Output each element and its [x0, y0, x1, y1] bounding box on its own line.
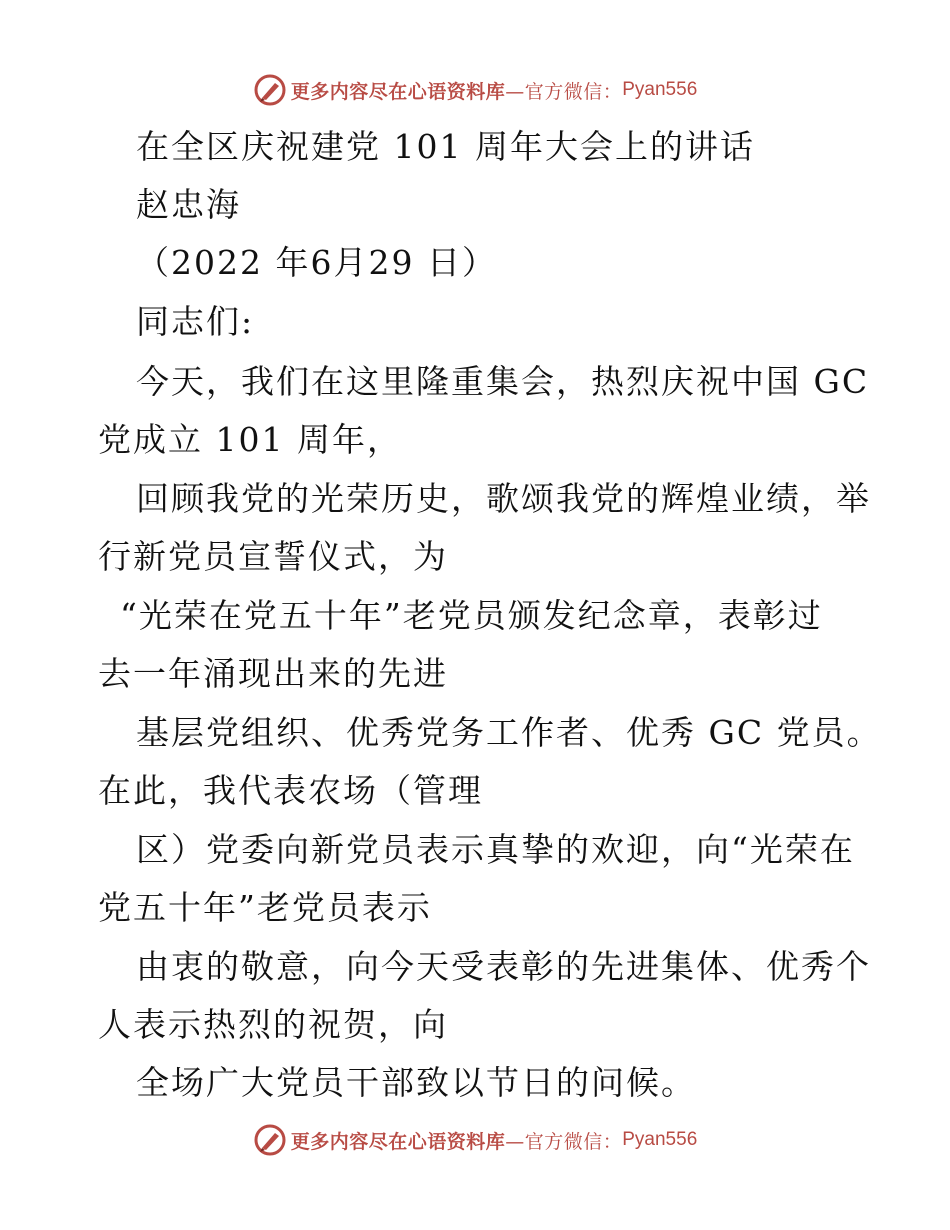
body-line: 回顾我党的光荣历史，歌颂我党的辉煌业绩，举 — [136, 479, 871, 518]
watermark-sub-text: —官方微信： — [505, 1130, 623, 1153]
body-line: 党成立 101 周年， — [98, 420, 402, 459]
body-line: 区）党委向新党员表示真挚的欢迎，向“光荣在 — [136, 830, 855, 869]
watermark-main-text: 更多内容尽在心语资料库 — [290, 80, 506, 103]
body-line: “光荣在党五十年”老党员颁发纪念章，表彰过 — [120, 596, 823, 635]
pen-logo-icon — [253, 1123, 287, 1157]
body-line: 去一年涌现出来的先进 — [98, 654, 448, 693]
watermark-banner-bottom — [0, 1120, 950, 1160]
watermark-sub-text: —官方微信： — [505, 80, 623, 103]
body-line: 基层党组织、优秀党务工作者、优秀 GC 党员。 — [136, 713, 882, 752]
body-line: 人表示热烈的祝贺，向 — [98, 1005, 448, 1044]
body-line: 由衷的敬意，向今天受表彰的先进集体、优秀个 — [136, 947, 871, 986]
watermark-handle: Pyan556 — [622, 1129, 698, 1150]
body-line: 今天，我们在这里隆重集会，热烈庆祝中国 GC — [136, 362, 870, 401]
pen-logo-icon — [253, 73, 287, 107]
watermark-main-text: 更多内容尽在心语资料库 — [290, 1130, 506, 1153]
document-date: （2022 年6月29 日） — [136, 243, 497, 282]
watermark-banner-top — [0, 70, 950, 110]
document-title: 在全区庆祝建党 101 周年大会上的讲话 — [136, 127, 755, 166]
body-line: 全场广大党员干部致以节日的问候。 — [136, 1063, 696, 1102]
body-line: 党五十年”老党员表示 — [98, 888, 432, 927]
body-line: 行新党员宣誓仪式，为 — [98, 537, 448, 576]
body-line: 在此，我代表农场（管理 — [98, 771, 483, 810]
document-author: 赵忠海 — [136, 185, 241, 224]
document-greeting: 同志们: — [136, 302, 255, 341]
watermark-handle: Pyan556 — [622, 79, 698, 100]
